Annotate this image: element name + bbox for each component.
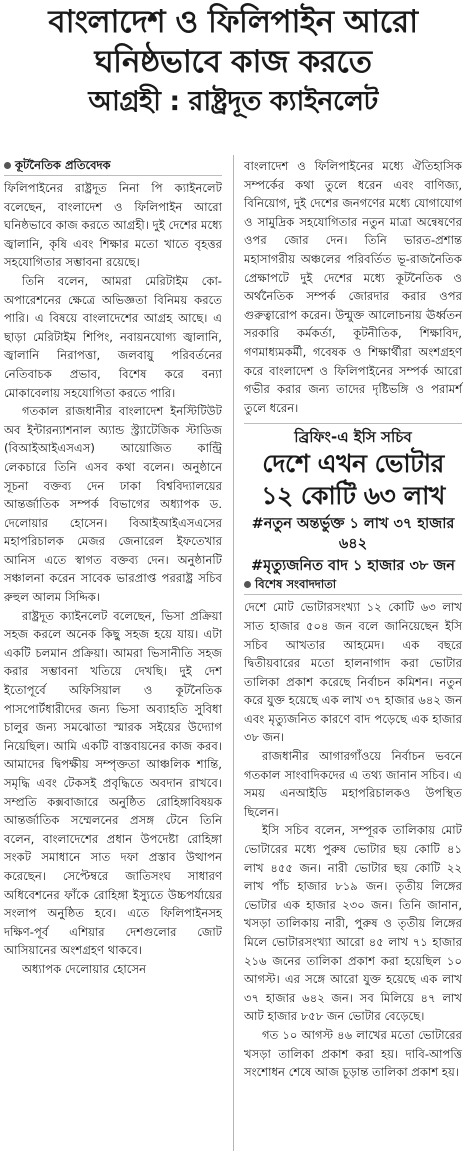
headline-line-3: আগ্রহী : রাষ্ট্রদূত ক্যাইনলেট — [88, 86, 378, 117]
sub-story-highlight-removed: #মৃত্যুজনিত বাদ ১ হাজার ৩৮ জন — [251, 558, 455, 575]
sub-story-title-2: ১২ কোটি ৬৩ লাখ — [261, 481, 445, 511]
sub-story-byline — [244, 576, 462, 592]
sub-story-kicker: ব্রিফিং-এ ইসি সচিব — [294, 428, 412, 447]
sub-story-paragraph: দেশে মোট ভোটারসংখ্যা ১২ কোটি ৬৩ লাখ সাত হাজার ৫০৪ জন বলে জানিয়েছেন ইসি সচিব আখতার আহমেদ। এক বছরে দ্বিতীয়বারের মতো হালনাগাদ করা ভোটার তালিকা প্রকাশ করেছে নির্বাচন কমিশন। নতুন করে যুক্ত হয়েছে এক লাখ ৩৭ হাজার ৬৪২ জন এবং মৃত্যুজনিত কারণে বাদ পড়েছে এক হাজার ৩৮ জন। — [244, 600, 462, 745]
bullet-icon — [244, 581, 251, 588]
sub-story-byline-rule — [244, 594, 462, 595]
article-paragraph: গতকাল রাজধানীর বাংলাদেশ ইনস্টিটিউট অব ইন্টারন্যাশনাল অ্যান্ড স্ট্র্যাটেজিক স্টাডিজ (বিআইআইএসএস) আয়োজিত কান্ট্রি লেকচারে তিনি এসব কথা বলেন। অনুষ্ঠানে সূচনা বক্তব্য দেন ঢাকা বিশ্ববিদ্যালয়ের আন্তর্জাতিক সম্পর্ক বিভাগের অধ্যাপক ড. দেলোয়ার হোসেন। বিআইআইএসএসের মহাপরিচালক মেজর জেনারেল ইফতেখার আনিস এতে স্বাগত বক্তব্য দেন। অনুষ্ঠানটি সঞ্চালনা করেন সাবেক ভারপ্রাপ্ত পররাষ্ট্র সচিব রুহুল আলম সিদ্দিক। — [4, 404, 222, 605]
headline — [4, 2, 462, 122]
byline — [4, 157, 222, 173]
article-paragraph: রাষ্ট্রদূত ক্যাইনলেট বলেছেন, ভিসা প্রক্রিয়া সহজ করলে অনেক কিছু সহজ হয়ে যায়। এটা একটি চলমান প্রক্রিয়া। আমরা ভিসানীতি সহজ করার সম্ভাবনা খতিয়ে দেখছি। দুই দেশ ইতোপূর্বে অফিসিয়াল ও কূটনৈতিক পাসপোর্টধারীদের জন্য ভিসা অব্যাহতি সুবিধা চালুর জন্য সমঝোতা স্মারক সইয়ের উদ্যোগ নিয়েছিল। আমি একটি বাস্তবায়নের কাজ করব। আমাদের দ্বিপক্ষীয় সম্পৃক্ততা আঞ্চলিক শান্তি, সমৃদ্ধি এবং টেকসই প্রবৃদ্ধিতে অবদান রাখবে। সম্প্রতি কক্সবাজারে অনুষ্ঠিত রোহিঙ্গাবিষয়ক আন্তর্জাতিক সম্মেলনের প্রসঙ্গ টেনে তিনি বলেন, বাংলাদেশের প্রধান উপদেষ্টা রোহিঙ্গা সংকট সমাধানে সাত দফা প্রস্তাব উত্থাপন করেছেন। সেপ্টেম্বরে জাতিসংঘ সাধারণ অধিবেশনের ফাঁকে রোহিঙ্গা ইস্যুতে উচ্চপর্যায়ের সংলাপ অনুষ্ঠিত হবে। এতে ফিলিপাইনসহ দক্ষিণ-পূর্ব এশিয়ার দেশগুলোর জোট আসিয়ানের অংশগ্রহণ থাকবে। — [4, 608, 222, 958]
sub-story-top-rule — [244, 423, 462, 424]
headline-line-1: বাংলাদেশ ও ফিলিপাইন আরো — [48, 4, 418, 40]
article-continuation: বাংলাদেশ ও ফিলিপাইনের মধ্যে ঐতিহাসিক সম্পর্কের কথা তুলে ধরেন এবং বাণিজ্য, বিনিয়োগ, দুই দেশের জনগণের মধ্যে যোগাযোগ ও সামুদ্রিক সহযোগিতার নতুন মাত্রা অন্বেষণের ওপর জোর দেন। তিনি ভারত-প্রশান্ত মহাসাগরীয় অঞ্চলের পরিবর্তিত ভূ-রাজনৈতিক প্রেক্ষাপটে দুই দেশের মধ্যে কূটনৈতিক ও অর্থনৈতিক সম্পর্ক জোরদার করার ওপর গুরুত্বারোপ করেন। উন্মুক্ত আলোচনায় ঊর্ধ্বতন সরকারি কর্মকর্তা, কূটনীতিক, শিক্ষাবিদ, গণমাধ্যমকর্মী, গবেষক ও শিক্ষার্থীরা অংশগ্রহণ করে বাংলাদেশ ও ফিলিপাইনের সম্পর্ক আরো গভীর করার জন্য তাদের দৃষ্টিভঙ্গি ও পরামর্শ তুলে ধরেন। — [244, 159, 462, 415]
sub-story — [244, 423, 462, 595]
sub-story-paragraph: গত ১০ আগস্ট ৪৬ লাখের মতো ভোটারের খসড়া তালিকা প্রকাশ করা হয়। দাবি-আপত্তি সংশোধন শেষে আজ চূড়ান্ত তালিকা প্রকাশ হয়। — [244, 1027, 462, 1080]
bullet-icon — [4, 162, 11, 169]
sub-story-highlight-new: #নতুন অন্তর্ভুক্ত ১ লাখ ৩৭ হাজার ৬৪২ — [251, 516, 455, 553]
sub-story-paragraph: রাজধানীর আগারগাঁওয়ে নির্বাচন ভবনে গতকাল সাংবাদিকদের এ তথ্য জানান সচিব। এ সময় এনআইডি মহাপরিচালকও উপস্থিত ছিলেন। — [244, 749, 462, 819]
byline-text: কূটনৈতিক প্রতিবেদক — [15, 158, 111, 172]
left-column — [4, 157, 222, 979]
article-paragraph: তিনি বলেন, আমরা মেরিটাইম কো-অপারেশনের ক্ষেত্রে অভিজ্ঞতা বিনিময় করতে পারি। এ বিষয়ে বাংলাদেশের আগ্রহ আছে। এ ছাড়া মেরিটাইম শিপিং, নবায়নযোগ্য জ্বালানি, জ্বালানি নিরাপত্তা, জলবায়ু পরিবর্তনের নেতিবাচক প্রভাব, বিশেষ করে বন্যা মোকাবেলায় সহযোগিতা করতে পারি। — [4, 273, 222, 400]
sub-story-byline-text: বিশেষ সংবাদদাতা — [255, 577, 337, 592]
article-paragraph: ফিলিপাইনের রাষ্ট্রদূত নিনা পি ক্যাইনলেট বলেছেন, বাংলাদেশ ও ফিলিপাইন আরো ঘনিষ্ঠভাবে কাজ করতে আগ্রহী। দুই দেশের মধ্যে জ্বালানি, কৃষি এবং শিক্ষার মতো খাতে বৃহত্তর সহযোগিতার সম্ভাবনা রয়েছে। — [4, 181, 222, 270]
sub-story-title-1: দেশে এখন ভোটার — [262, 449, 444, 479]
right-column — [244, 157, 462, 1082]
sub-story-paragraph: ইসি সচিব বলেন, সম্পূরক তালিকায় মোট ভোটারের মধ্যে পুরুষ ভোটার ছয় কোটি ৪১ লাখ ৪৫৫ জন। নারী ভোটার ছয় কোটি ২২ লাখ পাঁচ হাজার ৮১৯ জন। তৃতীয় লিঙ্গের ভোটার এক হাজার ২৩০ জন। তিনি জানান, খসড়া তালিকায় নারী, পুরুষ ও তৃতীয় লিঙ্গের মিলে ভোটারসংখ্যা আরো ৪৫ লাখ ৭১ হাজার ২১৬ জনের তালিকা প্রকাশ করা হয়েছিল ১০ আগস্ট। এর সঙ্গে আরো যুক্ত হয়েছে এক লাখ ৩৭ হাজার ৬৪২ জন। সব মিলিয়ে ৪৭ লাখ আট হাজার ৮৫৮ জন ভোটার বেড়েছে। — [244, 823, 462, 1024]
column-divider — [233, 155, 234, 1151]
headline-line-2: ঘনিষ্ঠভাবে কাজ করতে — [94, 44, 372, 80]
article-paragraph: অধ্যাপক দেলোয়ার হোসেন — [22, 961, 147, 976]
byline-rule — [4, 175, 222, 176]
